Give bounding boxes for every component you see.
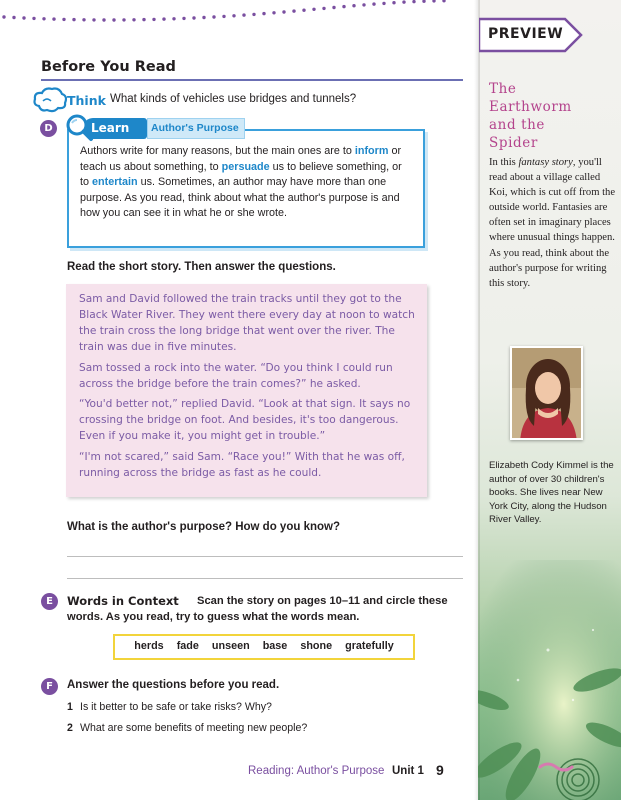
vocab-word: fade xyxy=(176,640,199,652)
vocab-word: unseen xyxy=(211,640,250,652)
garden-illustration xyxy=(478,560,621,800)
answer-intro: Answer the questions before you read. xyxy=(67,679,280,691)
learn-subtitle: Author's Purpose xyxy=(151,122,239,134)
blurb-genre: fantasy story xyxy=(518,157,573,168)
question-text: What are some benefits of meeting new people? xyxy=(80,722,308,734)
story-paragraph: “You'd better not,” replied David. “Look at that sign. It says no crossing the bridge on foot. And besides, it's too dangerous. Even if you make it, you might get in trouble.” xyxy=(79,398,411,443)
author-bio: Elizabeth Cody Kimmel is the author of over 30 children's books. She lives near New York City, along the Hudson River Valley. xyxy=(489,460,614,525)
learn-text: us. Sometimes, an author may have more than one purpose. As you read, think about what the author's purpose is and how you can see it in what he or she wrote. xyxy=(80,176,400,220)
footer-unit: Unit 1 xyxy=(392,765,424,777)
think-label: Think xyxy=(67,93,106,108)
question-text: Is it better to be safe or take risks? Why? xyxy=(80,701,272,713)
learn-text: or teach us about something, to xyxy=(80,145,402,173)
story-title xyxy=(489,80,609,152)
section-badge-d: D xyxy=(40,120,57,137)
section-badge-f: F xyxy=(41,678,58,695)
magnifier-icon xyxy=(64,112,94,142)
question-number: 2 xyxy=(67,722,73,734)
footer-section-label: Reading: Author's Purpose xyxy=(248,765,385,777)
author-photo xyxy=(510,346,583,440)
story-paragraph: Sam and David followed the train tracks until they got to the Black Water River. They went there every day at noon to watch the train cross the long bridge that went over the river. The train was due in five minutes. xyxy=(79,293,415,353)
thought-cloud-icon xyxy=(33,86,67,114)
story-title-line: and the xyxy=(489,117,545,133)
learn-body xyxy=(80,144,412,222)
keyword-inform: inform xyxy=(354,145,389,157)
learn-text: us to believe something, or to xyxy=(80,160,402,189)
purpose-question: What is the author's purpose? How do you know? xyxy=(67,521,340,533)
think-question: What kinds of vehicles use bridges and tunnels? xyxy=(110,93,357,105)
preview-label: PREVIEW xyxy=(488,26,564,42)
question-row xyxy=(67,722,307,734)
words-intro: Scan the story on pages 10–11 and circle these words. As you read, try to guess what the words mean. xyxy=(67,595,448,623)
section-badge-e: E xyxy=(41,593,58,610)
story-paragraph: “I'm not scared,” said Sam. “Race you!” With that he was off, running across the bridge as fast as he could. xyxy=(79,451,405,480)
blurb-text: , you'll read about a village called Koi, which is cut off from the outside world. Fantasies are often set in imaginary places where unusual things happen. As you read, think about the author's purpose for writing this story. xyxy=(489,157,616,289)
words-in-context-heading: Words in Context xyxy=(67,594,179,608)
answer-line[interactable] xyxy=(67,578,463,579)
vocab-word: shone xyxy=(300,640,333,652)
question-row xyxy=(67,701,272,713)
vocab-word: base xyxy=(262,640,288,652)
question-number: 1 xyxy=(67,701,73,713)
story-title-line: Spider xyxy=(489,135,538,151)
story-title-line: Earthworm xyxy=(489,99,572,115)
answer-line[interactable] xyxy=(67,556,463,557)
learn-text: Authors write for many reasons, but the main ones are to xyxy=(80,145,355,157)
story-title-line: The xyxy=(489,81,517,97)
story-blurb xyxy=(489,155,617,291)
vocab-word: gratefully xyxy=(345,640,394,652)
page-number: 9 xyxy=(436,762,444,778)
story-paragraph: Sam tossed a rock into the water. “Do you think I could run across the bridge before the train comes?” he asked. xyxy=(79,361,393,390)
learn-label: Learn xyxy=(91,121,130,135)
blurb-text: In this xyxy=(489,157,519,168)
decorative-dotted-arc xyxy=(0,0,470,40)
word-list xyxy=(113,640,415,652)
page-title: Before You Read xyxy=(41,59,176,75)
keyword-persuade: persuade xyxy=(221,160,270,173)
vocab-word: herds xyxy=(134,640,164,652)
heading-divider xyxy=(41,79,463,81)
short-story xyxy=(79,292,419,487)
instruction: Read the short story. Then answer the questions. xyxy=(67,261,336,273)
keyword-entertain: entertain xyxy=(92,176,138,189)
